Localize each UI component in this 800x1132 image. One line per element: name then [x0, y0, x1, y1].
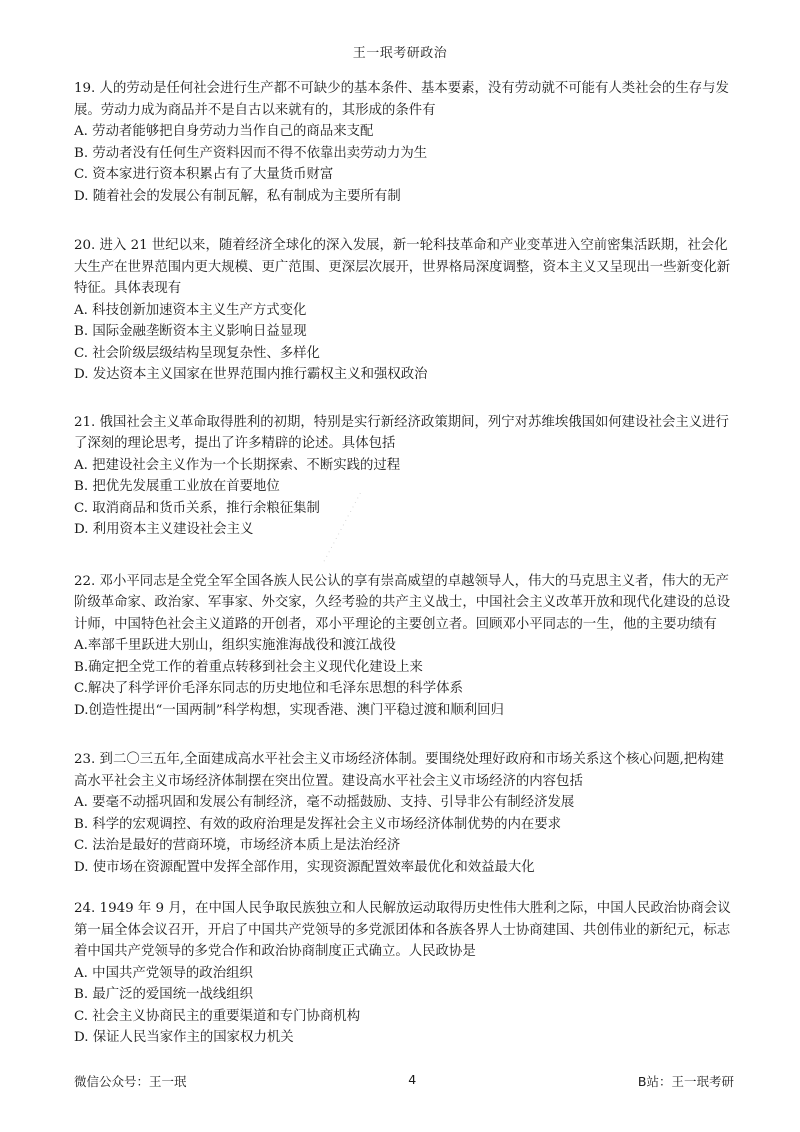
option-d: D.创造性提出“一国两制”科学构想，实现香港、澳门平稳过渡和顺利回归 [74, 702, 504, 718]
option-a: A. 科技创新加速资本主义生产方式变化 [74, 302, 307, 318]
option-a: A. 要毫不动摇巩固和发展公有制经济，毫不动摇鼓励、支持、引导非公有制经济发展 [74, 795, 575, 810]
option-b: B. 科学的宏观调控、有效的政府治理是发挥社会主义市场经济体制优势的内在要求 [74, 816, 562, 832]
footer-bilibili: B站：王一珉考研 [637, 1074, 734, 1089]
option-list [74, 455, 734, 541]
question-23 [74, 749, 734, 878]
option-a: A. 劳动者能够把自身劳动力当作自己的商品来支配 [74, 124, 374, 139]
option-d: D. 保证人民当家作主的国家权力机关 [74, 1030, 294, 1045]
option-d: D. 发达资本主义国家在世界范围内推行霸权主义和强权政治 [74, 367, 428, 382]
question-21 [74, 412, 734, 541]
option-d: D. 使市场在资源配置中发挥全部作用，实现资源配置效率最优化和效益最大化 [74, 859, 535, 875]
option-list [74, 300, 734, 386]
question-stem: 24. 1949 年 9 月，在中国人民争取民族独立和人民解放运动取得历史性伟大胜利之际，中国人民政治协商会议第一届全体会议召开，开启了中国共产党领导的多党派团体和各族各界人士协商建国、共创伟业的新纪元，标志着中国共产党领导的多党合作和政治协商制度正式确立。人民政协是 [74, 901, 731, 959]
question-19 [74, 78, 734, 207]
question-stem: 20. 进入 21 世纪以来，随着经济全球化的深入发展，新一轮科技革命和产业变革进入空前密集活跃期，社会化大生产在世界范围内更大规模、更广范围、更深层次展开，世界格局深度调整，资本主义又呈现出一些新变化新特征。具体表现有 [74, 238, 731, 296]
page-footer [74, 1072, 734, 1090]
option-d: D. 随着社会的发展公有制瓦解，私有制成为主要所有制 [74, 188, 401, 204]
question-stem: 23. 到二〇三五年,全面建成高水平社会主义市场经济体制。要围绕处理好政府和市场关系这个核心问题,把构建高水平社会主义市场经济体制摆在突出位置。建设高水平社会主义市场经济的内容包括 [74, 752, 725, 789]
question-list [74, 78, 734, 1049]
option-b: B. 劳动者没有任何生产资料因而不得不依靠出卖劳动力为生 [74, 145, 428, 161]
option-c: C.解决了科学评价毛泽东同志的历史地位和毛泽东思想的科学体系 [74, 681, 463, 696]
option-b: B. 最广泛的爱国统一战线组织 [74, 987, 254, 1002]
question-stem: 22. 邓小平同志是全党全军全国各族人民公认的享有崇高威望的卓越领导人，伟大的马克思主义者，伟大的无产阶级革命家、政治家、军事家、外交家，久经考验的共产主义战士，中国社会主义改革开放和现代化建设的总设计师，中国特色社会主义道路的开创者，邓小平理论的主要创立者。回顾邓小平同志的一生，他的主要功绩有 [74, 573, 731, 632]
question-stem: 19. 人的劳动是任何社会进行生产都不可缺少的基本条件、基本要素，没有劳动就不可能有人类社会的生存与发展。劳动力成为商品并不是自古以来就有的，其形成的条件有 [74, 81, 729, 118]
option-b: B. 把优先发展重工业放在首要地位 [74, 479, 280, 494]
footer-wechat: 微信公众号：王一珉 [74, 1074, 187, 1089]
option-list [74, 963, 734, 1049]
option-c: C. 法治是最好的营商环境，市场经济本质上是法治经济 [74, 838, 401, 853]
option-a: A.率部千里跃进大别山，组织实施淮海战役和渡江战役 [74, 638, 396, 653]
page-header: 王一珉考研政治 [352, 46, 448, 61]
watermark: · · · · · · · · · · · · · · · · [320, 490, 365, 565]
option-d: D. 利用资本主义建设社会主义 [74, 522, 254, 537]
question-24 [74, 898, 734, 1049]
option-b: B. 国际金融垄断资本主义影响日益显现 [74, 324, 307, 339]
option-list [74, 792, 734, 878]
question-stem: 21. 俄国社会主义革命取得胜利的初期，特别是实行新经济政策期间，列宁对苏维埃俄国如何建设社会主义进行了深刻的理论思考，提出了许多精辟的论述。具体包括 [74, 414, 729, 451]
option-a: A. 中国共产党领导的政治组织 [74, 965, 253, 981]
question-20 [74, 235, 734, 386]
option-list [74, 121, 734, 207]
page-number: 4 [408, 1072, 417, 1087]
option-c: C. 资本家进行资本积累占有了大量货币财富 [74, 167, 334, 182]
option-c: C. 取消商品和货币关系，推行余粮征集制 [74, 500, 320, 516]
option-c: C. 社会阶级层级结构呈现复杂性、多样化 [74, 345, 320, 361]
question-22 [74, 571, 734, 722]
option-c: C. 社会主义协商民主的重要渠道和专门协商机构 [74, 1008, 361, 1024]
option-a: A. 把建设社会主义作为一个长期探索、不断实践的过程 [74, 457, 401, 473]
option-b: B.确定把全党工作的着重点转移到社会主义现代化建设上来 [74, 659, 423, 675]
option-list [74, 635, 734, 721]
